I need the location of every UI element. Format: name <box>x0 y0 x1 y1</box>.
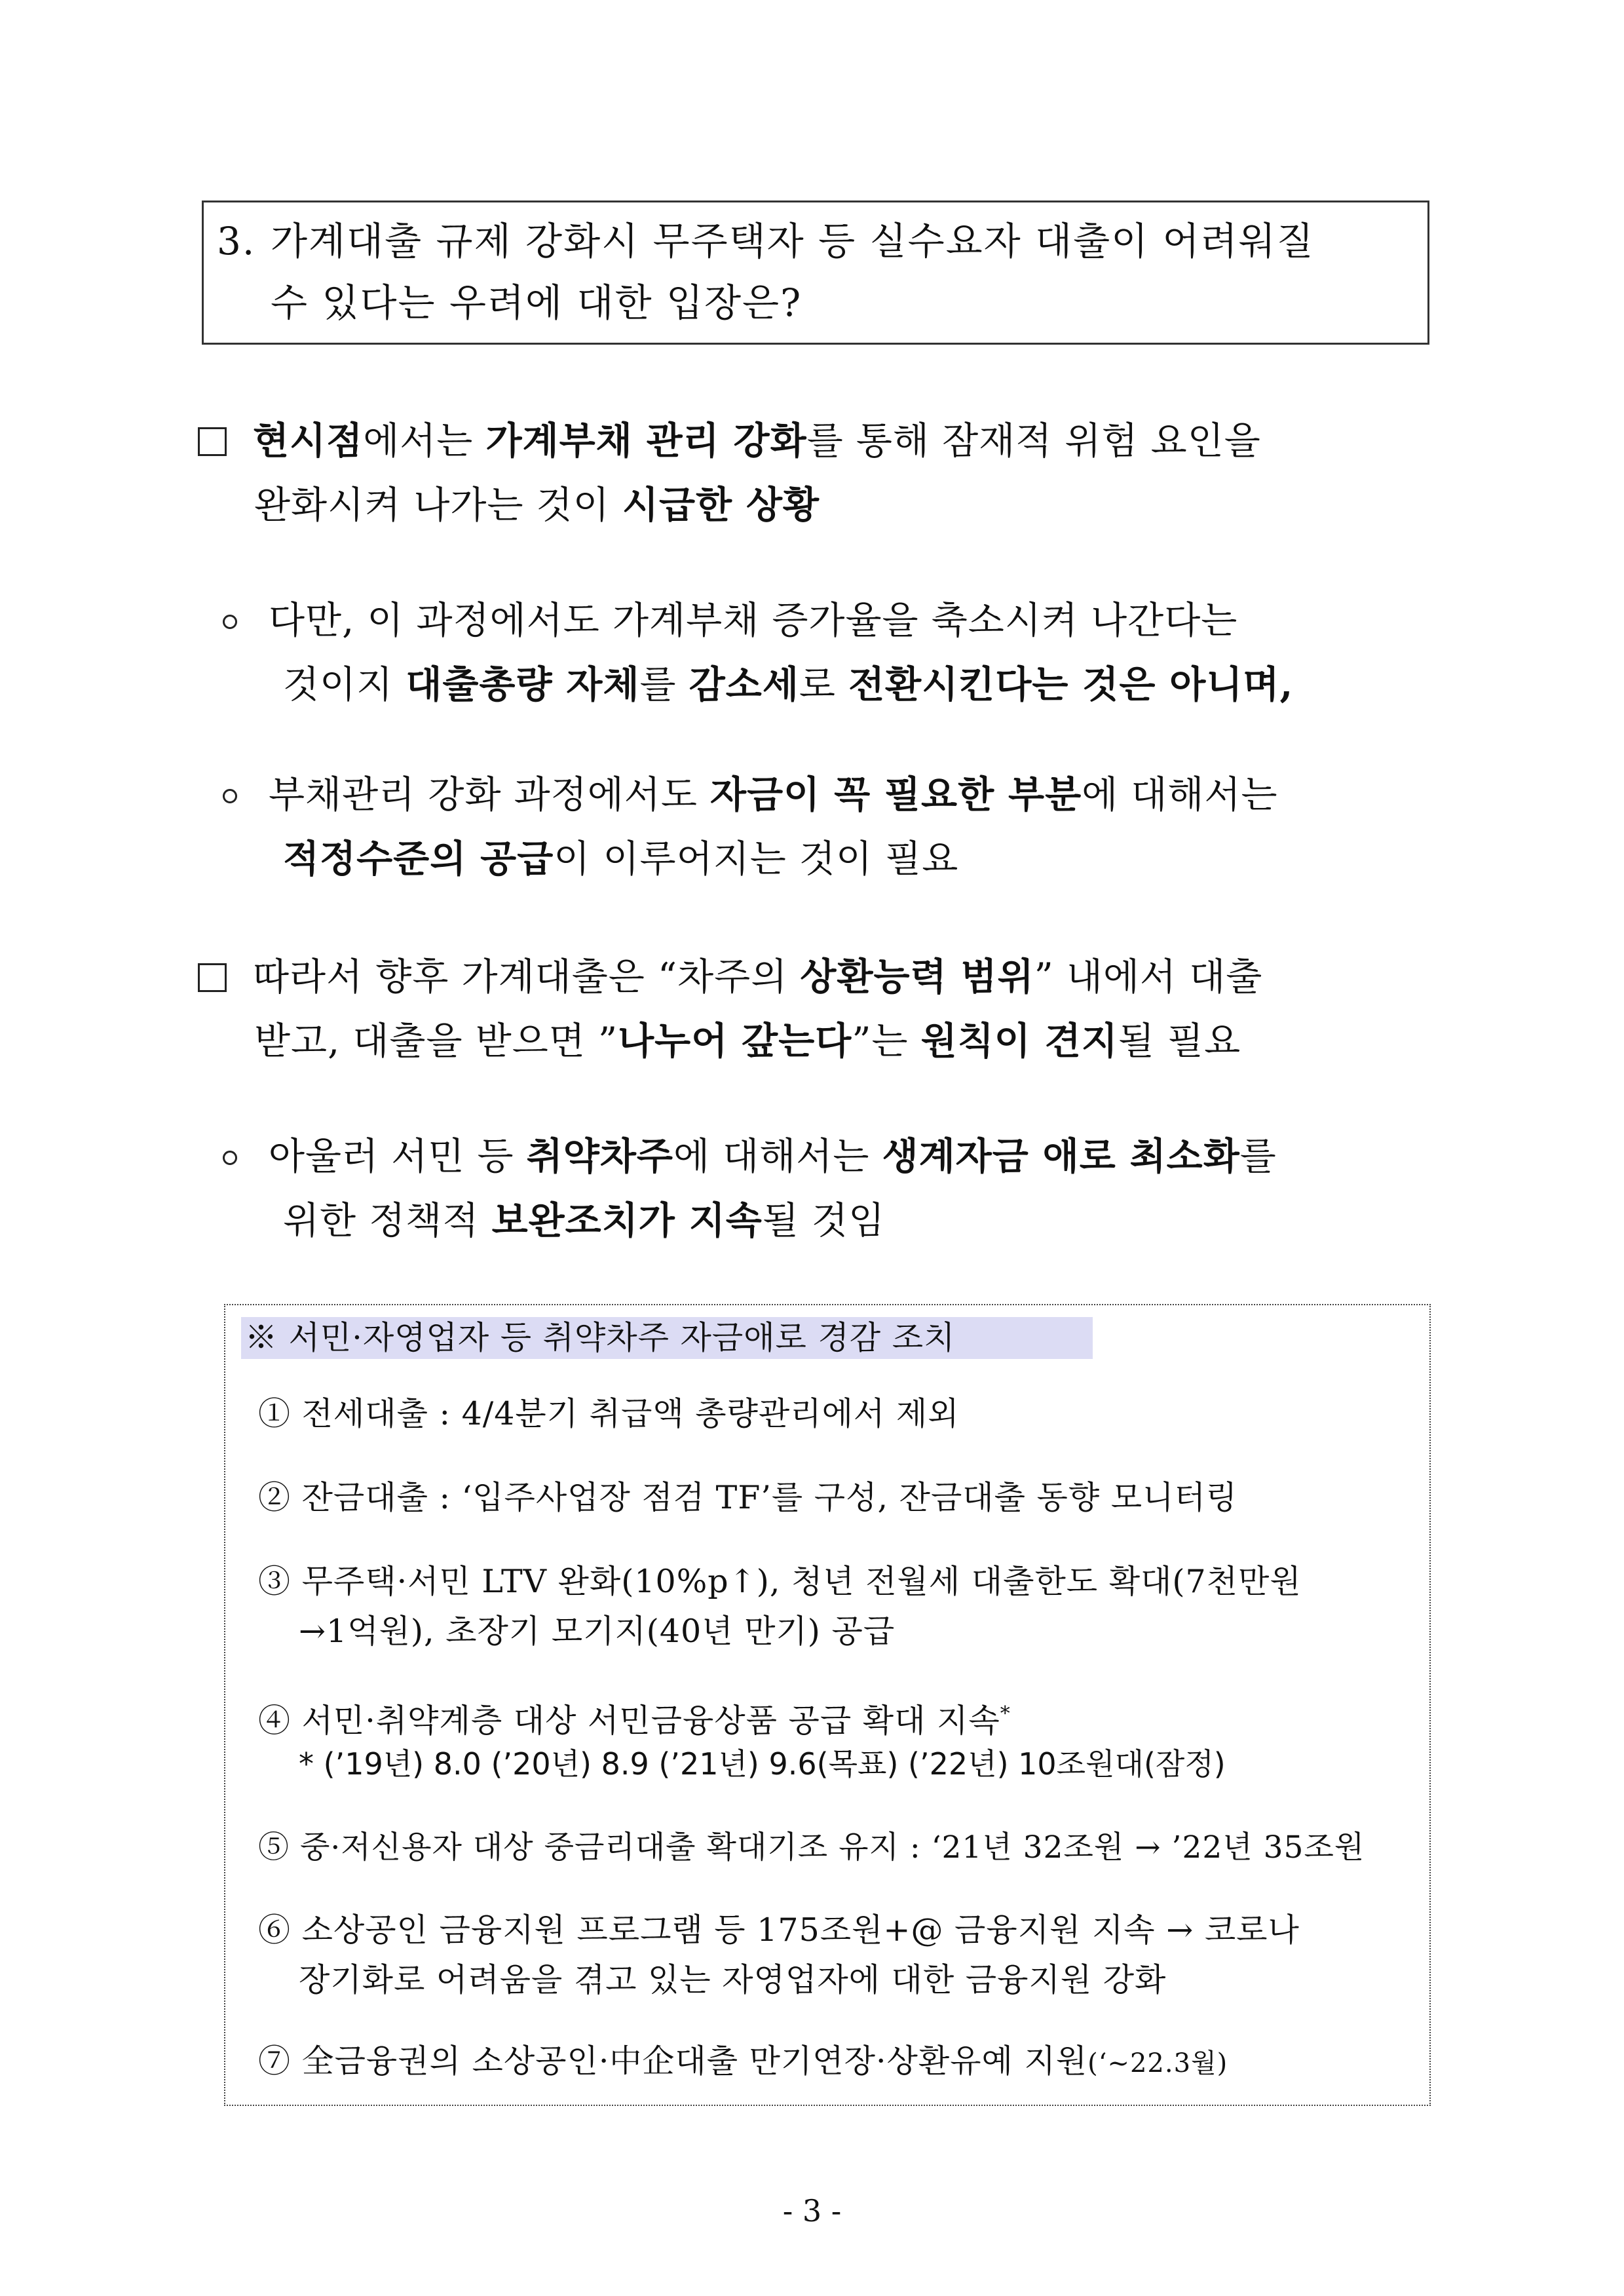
note-item-3-line-1: ③ 무주택·서민 LTV 완화(10%p↑), 청년 전월세 대출한도 확대(7천만원 <box>258 1563 1302 1600</box>
text: 것이지 <box>283 663 406 706</box>
text: 에 대해서는 <box>673 1135 882 1178</box>
bold-text: 대출총량 자체 <box>406 662 640 706</box>
question-line-2 <box>217 280 802 326</box>
section1-bullet2-line-2 <box>283 836 958 882</box>
bold-text: 감소세 <box>689 662 799 706</box>
note-item-5: ⑤ 중·저신용자 대상 중금리대출 확대기조 유지 : ‘21년 32조원 → ’22년 35조원 <box>258 1829 1365 1866</box>
text: 이 이루어지는 것이 필요 <box>554 837 959 881</box>
note-item-2: ② 잔금대출 : ‘입주사업장 점검 TF’를 구성, 잔금대출 동향 모니터링 <box>258 1479 1238 1516</box>
text: 위한 정책적 <box>283 1199 492 1242</box>
bold-text: 자금이 꼭 필요한 부분 <box>710 773 1082 816</box>
text: 를 <box>1239 1135 1277 1178</box>
text: 에 대해서는 <box>1082 773 1278 816</box>
note-item-7 <box>258 2042 1228 2083</box>
text: 로 <box>799 663 849 706</box>
question-box <box>202 201 1429 345</box>
note-title: ※ 서민·자영업자 등 취약차주 자금애로 경감 조치 <box>245 1319 956 1356</box>
section1-bullet1-line-1 <box>223 598 1237 643</box>
bold-text: 취약차주 <box>526 1134 673 1178</box>
footnote-mark: * <box>1000 1702 1011 1725</box>
bold-text: 전환시킨다는 것은 아니며, <box>848 662 1294 706</box>
bold-text: 현시점 <box>253 419 364 463</box>
question-line-1 <box>217 218 1315 264</box>
text: 아울러 서민 등 <box>269 1135 527 1178</box>
note-item-7-text: ⑦ 全금융권의 소상공인·中企대출 만기연장·상환유예 지원 <box>258 2042 1088 2080</box>
note-box <box>224 1304 1431 2106</box>
question-text-2: 수 있다는 우려에 대한 입장은? <box>271 280 803 325</box>
note-item-4 <box>258 1694 1011 1740</box>
section1-line-1 <box>198 418 1261 464</box>
bold-text: 생계자금 애로 최소화 <box>882 1134 1240 1178</box>
text: 될 것임 <box>762 1199 886 1242</box>
section2-line-1 <box>198 954 1262 1000</box>
circle-bullet-icon <box>223 1151 237 1165</box>
bold-text: 가계부채 관리 강화 <box>485 419 807 463</box>
circle-bullet-icon <box>223 615 237 629</box>
section2-line-2 <box>254 1018 1241 1064</box>
square-bullet-icon <box>198 427 227 456</box>
circle-bullet-icon <box>223 789 237 803</box>
text: 를 <box>639 663 689 706</box>
text: 받고, 대출을 받으면 ” <box>254 1020 618 1063</box>
text: 에서는 <box>363 419 486 463</box>
text: 될 필요 <box>1118 1020 1241 1063</box>
note-item-6-line-1: ⑥ 소상공인 금융지원 프로그램 등 175조원+@ 금융지원 지속 → 코로나 <box>258 1911 1300 1949</box>
note-item-4-sub: * (’19년) 8.0 (’20년) 8.9 (’21년) 9.6(목표) (’22년) 10조원대(잠정) <box>299 1746 1226 1782</box>
text: ”는 <box>852 1020 921 1063</box>
bold-text: 원칙이 견지 <box>920 1019 1118 1063</box>
note-item-3-line-2: →1억원), 초장기 모기지(40년 만기) 공급 <box>299 1613 896 1650</box>
bold-text: 시급한 상황 <box>622 483 820 527</box>
bold-text: 적정수준의 공급 <box>283 837 554 881</box>
section2-bullet1-line-2 <box>283 1198 885 1244</box>
text: 다만, 이 과정에서도 가계부채 증가율을 축소시켜 나간다는 <box>269 599 1238 642</box>
question-number: 3. <box>217 219 256 263</box>
bold-text: 보완조치가 지속 <box>491 1198 763 1242</box>
section1-bullet2-line-1 <box>223 772 1278 818</box>
text: 완화시켜 나가는 것이 <box>254 484 622 527</box>
text: 를 통해 잠재적 위험 요인을 <box>806 419 1261 463</box>
bold-text: 상환능력 범위 <box>800 955 1034 999</box>
note-item-1: ① 전세대출 : 4/4분기 취급액 총량관리에서 제외 <box>258 1395 960 1432</box>
section1-bullet1-line-2 <box>283 662 1293 708</box>
section1-line-2 <box>254 482 820 528</box>
note-item-7-period: (‘~22.3월) <box>1087 2048 1228 2078</box>
text: 따라서 향후 가계대출은 “차주의 <box>253 955 801 999</box>
note-item-4-text: ④ 서민·취약계층 대상 서민금융상품 공급 확대 지속 <box>258 1702 1000 1740</box>
bold-text: 나누어 갚는다 <box>618 1019 852 1063</box>
square-bullet-icon <box>198 963 227 992</box>
text: 부채관리 강화 과정에서도 <box>269 773 711 816</box>
note-item-6-line-2: 장기화로 어려움을 겪고 있는 자영업자에 대한 금융지원 강화 <box>299 1961 1167 1999</box>
text: ” 내에서 대출 <box>1034 955 1263 999</box>
page-number: - 3 - <box>782 2193 842 2229</box>
section2-bullet1-line-1 <box>223 1134 1277 1179</box>
question-text-1: 가계대출 규제 강화시 무주택자 등 실수요자 대출이 어려워질 <box>271 219 1315 263</box>
